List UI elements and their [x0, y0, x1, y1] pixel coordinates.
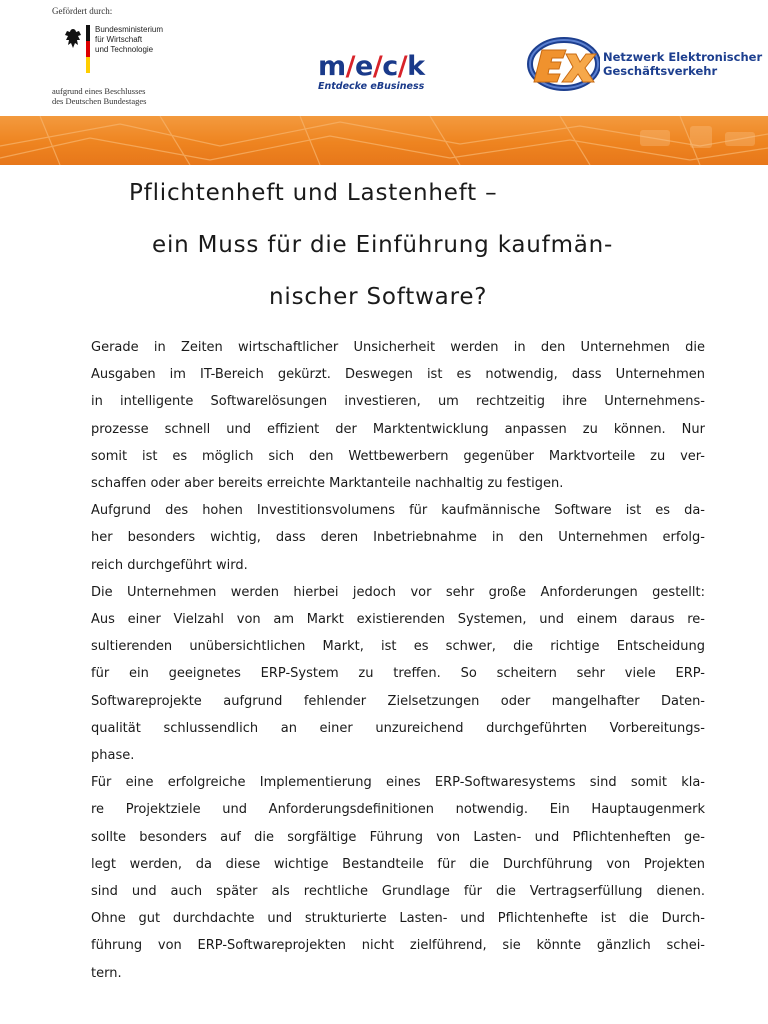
federal-eagle-icon [63, 27, 83, 49]
text-line: Ausgaben im IT-Bereich gekürzt. Deswegen ist es notwendig, dass Unternehmen [91, 367, 705, 383]
decision-line: aufgrund eines Beschlusses [52, 86, 146, 96]
text-line: her besonders wichtig, dass deren Inbetriebnahme in den Unternehmen erfolg- [91, 530, 705, 546]
meck-letter: k [407, 51, 425, 82]
meck-letter: m [318, 51, 346, 82]
text-line: Ohne gut durchdachte und strukturierte Lasten- und Pflichtenhefte ist die Durch- [91, 911, 705, 927]
title-line: Pflichtenheft und Lastenheft – [129, 180, 498, 206]
text-line: Für eine erfolgreiche Implementierung eines ERP-Softwaresystems sind somit kla- [91, 775, 705, 791]
ministry-line: für Wirtschaft [95, 35, 143, 44]
network-emblem-icon [526, 36, 600, 92]
text-line: Gerade in Zeiten wirtschaftlicher Unsicherheit werden in den Unternehmen die [91, 340, 705, 355]
text-line: somit ist es möglich sich den Wettbewerbern gegenüber Marktvorteile zu ver- [91, 448, 705, 464]
network-name [603, 50, 762, 78]
meck-slash: / [345, 51, 356, 82]
document-body [91, 334, 705, 987]
ministry-line: und Technologie [95, 45, 154, 54]
paragraph [91, 769, 705, 987]
meck-wordmark [318, 51, 438, 82]
text-line: sind und auch später als rechtliche Grundlage für die Vertragserfüllung dienen. [91, 884, 705, 900]
text-line: Aufgrund des hohen Investitionsvolumens für kaufmännische Software ist es da- [91, 503, 705, 519]
title-line: nischer Software? [269, 284, 488, 310]
german-flag-icon [86, 25, 90, 73]
page-header [0, 0, 768, 116]
title-line: ein Muss für die Einführung kaufmän- [152, 232, 614, 258]
meck-slash: / [397, 51, 408, 82]
bundestag-decision-note [52, 86, 146, 106]
text-line: für ein geeignetes ERP-System zu treffen. So scheitern sehr viele ERP- [91, 666, 705, 682]
meck-slash: / [372, 51, 383, 82]
text-line: phase. [91, 748, 135, 764]
meck-letter: e [355, 51, 373, 82]
text-line: sultierenden unübersichtlichen Markt, ist es schwer, die richtige Entscheidung [91, 639, 705, 655]
text-line: Softwareprojekte aufgrund fehlender Zielsetzungen oder mangelhafter Daten- [91, 693, 705, 709]
network-line: Geschäftsverkehr [603, 64, 718, 78]
text-line: qualität schlussendlich an einer unzureichend durchgeführten Vorbereitungs- [91, 720, 705, 736]
text-line: legt werden, da diese wichtige Bestandteile für die Durchführung von Projekten [91, 856, 705, 872]
paragraph [91, 497, 705, 579]
text-line: führung von ERP-Softwareprojekten nicht zielführend, sie könnte gänzlich schei- [91, 938, 705, 954]
text-line: sollte besonders auf die sorgfältige Führung von Lasten- und Pflichtenheften ge- [91, 829, 705, 845]
ministry-name [95, 25, 163, 55]
text-line: Die Unternehmen werden hierbei jedoch vor sehr große Anforderungen gestellt: [91, 584, 705, 600]
orange-banner [0, 116, 768, 165]
text-line: re Projektziele und Anforderungsdefinitionen notwendig. Ein Hauptaugenmerk [91, 802, 705, 818]
paragraph [91, 334, 705, 497]
network-line: Netzwerk Elektronischer [603, 50, 763, 64]
paragraph [91, 579, 705, 769]
text-line: prozesse schnell und effizient der Marktentwicklung anpassen zu können. Nur [91, 421, 705, 437]
text-line: tern. [91, 965, 122, 981]
decision-line: des Deutschen Bundestages [52, 96, 147, 106]
banner-pattern-icon [0, 116, 768, 165]
sponsor-note: Gefördert durch: [52, 6, 113, 16]
ministry-line: Bundesministerium [95, 25, 164, 34]
text-line: schaffen oder aber bereits erreichte Marktanteile nachhaltig zu festigen. [91, 476, 564, 492]
meck-tagline: Entdecke eBusiness [318, 81, 425, 92]
meck-letter: c [382, 51, 398, 82]
text-line: in intelligente Softwarelösungen investieren, um rechtzeitig ihre Unternehmens- [91, 394, 705, 410]
text-line: Aus einer Vielzahl von am Markt existierenden Systemen, und einem daraus re- [91, 612, 705, 628]
meck-logo [318, 51, 438, 92]
text-line: reich durchgeführt wird. [91, 557, 248, 573]
